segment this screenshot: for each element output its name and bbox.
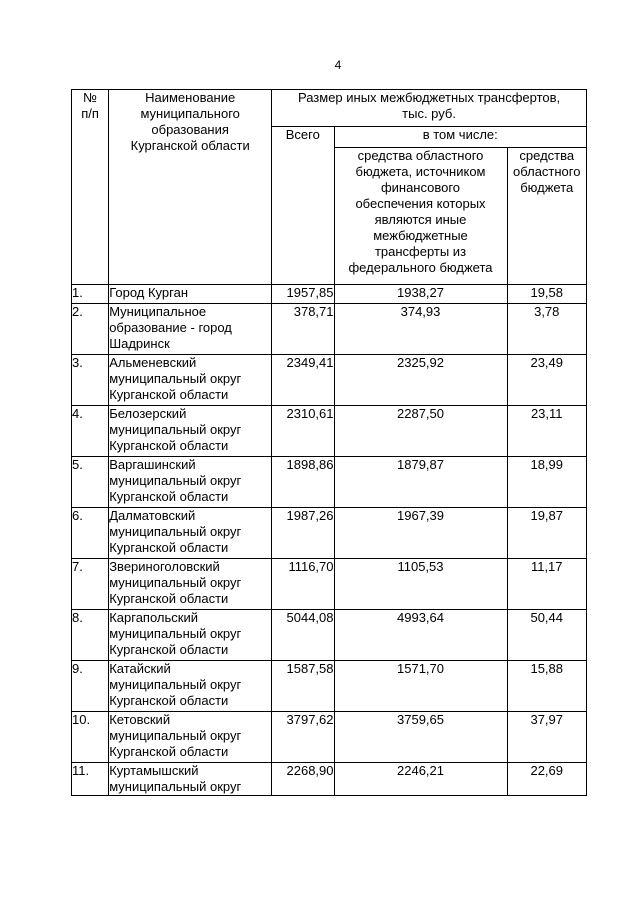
row-municipality <box>109 285 272 304</box>
row-name-line: Альменевский <box>109 355 197 370</box>
row-municipality <box>109 763 272 796</box>
header-number-line: п/п <box>81 106 99 121</box>
row-municipality <box>109 661 272 712</box>
row-number: 5. <box>72 457 109 508</box>
header-federal-line: являются иные <box>374 212 467 227</box>
row-name-line: Курганской области <box>109 744 229 759</box>
table-header <box>72 90 587 285</box>
row-name-line: муниципальный округ <box>109 473 242 488</box>
row-number: 9. <box>72 661 109 712</box>
header-transfer-size <box>272 90 587 127</box>
row-federal: 374,93 <box>334 304 507 355</box>
row-name-line: Шадринск <box>109 336 170 351</box>
table-row <box>72 610 587 661</box>
table-row <box>72 712 587 763</box>
row-name-line: муниципальный округ <box>109 677 242 692</box>
row-name-line: муниципальный округ <box>109 779 242 794</box>
row-total: 2268,90 <box>272 763 334 796</box>
table-body <box>72 285 587 796</box>
row-total: 1587,58 <box>272 661 334 712</box>
row-name-line: Город Курган <box>109 285 188 300</box>
row-regional: 37,97 <box>507 712 587 763</box>
row-federal: 2287,50 <box>334 406 507 457</box>
row-federal: 1105,53 <box>334 559 507 610</box>
row-total: 2349,41 <box>272 355 334 406</box>
table-row <box>72 508 587 559</box>
header-federal-source <box>334 148 507 285</box>
row-name-line: Курганской области <box>109 540 229 555</box>
row-name-line: муниципальный округ <box>109 422 242 437</box>
row-federal: 1938,27 <box>334 285 507 304</box>
row-name-line: Белозерский <box>109 406 187 421</box>
header-name-line: образования <box>151 122 229 137</box>
row-municipality <box>109 406 272 457</box>
row-municipality <box>109 712 272 763</box>
row-name-line: муниципальный округ <box>109 524 242 539</box>
row-number: 8. <box>72 610 109 661</box>
header-number <box>72 90 109 285</box>
row-municipality <box>109 304 272 355</box>
row-total: 1116,70 <box>272 559 334 610</box>
row-name-line: Муниципальное <box>109 304 207 319</box>
row-name-line: муниципальный округ <box>109 371 242 386</box>
row-regional: 18,99 <box>507 457 587 508</box>
header-size-line: Размер иных межбюджетных трансфертов, <box>297 90 561 105</box>
header-total: Всего <box>272 127 334 285</box>
header-name-line: Наименование <box>145 90 236 105</box>
header-name-line: Курганской области <box>130 138 250 153</box>
row-name-line: Варгашинский <box>109 457 196 472</box>
row-number: 2. <box>72 304 109 355</box>
table-row <box>72 285 587 304</box>
row-name-line: Каргапольский <box>109 610 198 625</box>
row-name-line: муниципальный округ <box>109 575 242 590</box>
header-federal-line: обеспечения которых <box>355 196 486 211</box>
header-regional-line: средства <box>519 148 575 163</box>
row-federal: 4993,64 <box>334 610 507 661</box>
row-federal: 2246,21 <box>334 763 507 796</box>
row-name-line: Кетовский <box>109 712 171 727</box>
header-regional <box>507 148 587 285</box>
header-municipality-name <box>109 90 272 285</box>
row-total: 1898,86 <box>272 457 334 508</box>
row-municipality <box>109 559 272 610</box>
row-regional: 19,58 <box>507 285 587 304</box>
header-regional-line: бюджета <box>520 180 574 195</box>
row-name-line: Звериноголовский <box>109 559 220 574</box>
header-federal-line: финансового <box>380 180 461 195</box>
row-number: 4. <box>72 406 109 457</box>
row-name-line: Курганской области <box>109 387 229 402</box>
row-total: 1987,26 <box>272 508 334 559</box>
row-total: 3797,62 <box>272 712 334 763</box>
row-total: 1957,85 <box>272 285 334 304</box>
row-number: 1. <box>72 285 109 304</box>
row-name-line: муниципальный округ <box>109 626 242 641</box>
row-name-line: Катайский <box>109 661 171 676</box>
row-number: 7. <box>72 559 109 610</box>
row-name-line: Курганской области <box>109 438 229 453</box>
header-federal-line: трансферты из <box>374 244 467 259</box>
row-federal: 2325,92 <box>334 355 507 406</box>
row-name-line: Куртамышский <box>109 763 199 778</box>
row-regional: 23,11 <box>507 406 587 457</box>
header-number-line: № <box>83 90 98 105</box>
row-name-line: Курганской области <box>109 693 229 708</box>
row-municipality <box>109 355 272 406</box>
row-name-line: муниципальный округ <box>109 728 242 743</box>
row-total: 5044,08 <box>272 610 334 661</box>
header-name-line: муниципального <box>140 106 240 121</box>
table-row <box>72 304 587 355</box>
transfers-table <box>71 89 587 796</box>
row-number: 11. <box>72 763 109 796</box>
page-number: 4 <box>334 58 342 72</box>
row-name-line: образование - город <box>109 320 232 335</box>
row-regional: 19,87 <box>507 508 587 559</box>
row-municipality <box>109 610 272 661</box>
row-regional: 11,17 <box>507 559 587 610</box>
row-name-line: Курганской области <box>109 642 229 657</box>
row-number: 3. <box>72 355 109 406</box>
row-total: 378,71 <box>272 304 334 355</box>
row-name-line: Курганской области <box>109 489 229 504</box>
header-federal-line: федерального бюджета <box>348 260 493 275</box>
table-row <box>72 661 587 712</box>
row-federal: 1571,70 <box>334 661 507 712</box>
row-regional: 22,69 <box>507 763 587 796</box>
row-name-line: Курганской области <box>109 591 229 606</box>
header-including: в том числе: <box>334 127 587 148</box>
header-federal-line: межбюджетные <box>373 228 468 243</box>
row-number: 6. <box>72 508 109 559</box>
header-federal-line: бюджета, источником <box>355 164 486 179</box>
table-row <box>72 763 587 796</box>
header-federal-line: средства областного <box>357 148 484 163</box>
row-name-line: Далматовский <box>109 508 196 523</box>
row-municipality <box>109 508 272 559</box>
table-row <box>72 406 587 457</box>
row-federal: 1967,39 <box>334 508 507 559</box>
table-row <box>72 559 587 610</box>
table-row <box>72 457 587 508</box>
header-regional-line: областного <box>513 164 581 179</box>
row-regional: 23,49 <box>507 355 587 406</box>
row-municipality <box>109 457 272 508</box>
row-regional: 15,88 <box>507 661 587 712</box>
row-regional: 50,44 <box>507 610 587 661</box>
header-size-line: тыс. руб. <box>402 106 456 121</box>
row-federal: 1879,87 <box>334 457 507 508</box>
row-number: 10. <box>72 712 109 763</box>
row-federal: 3759,65 <box>334 712 507 763</box>
row-regional: 3,78 <box>507 304 587 355</box>
row-total: 2310,61 <box>272 406 334 457</box>
table-row <box>72 355 587 406</box>
